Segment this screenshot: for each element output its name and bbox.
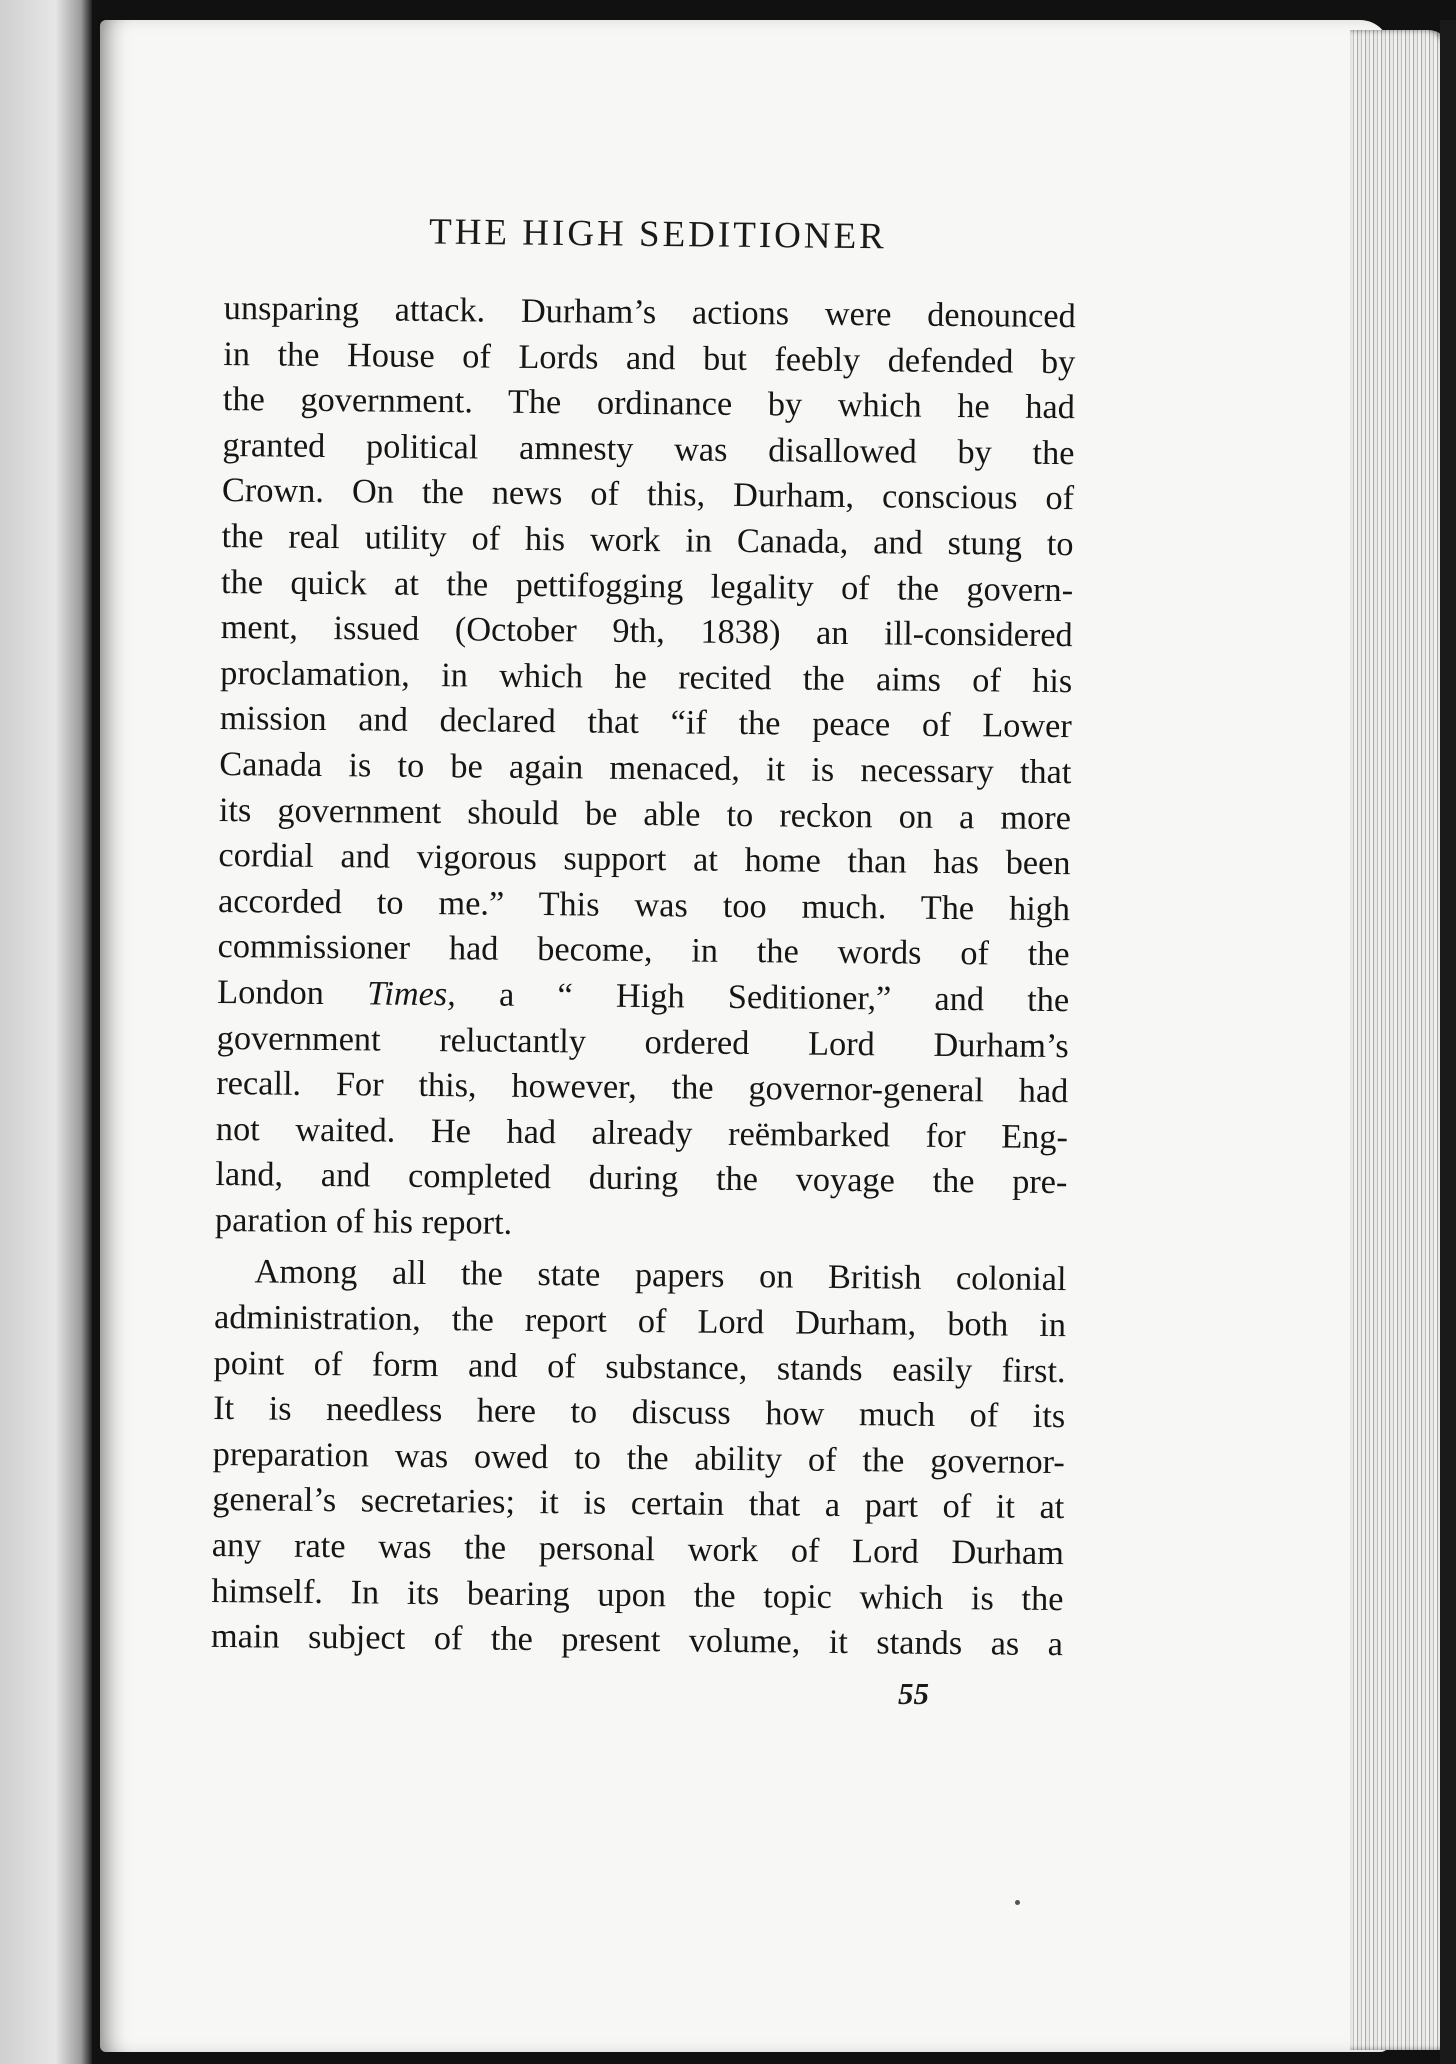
page-edge-stack (1350, 30, 1450, 2050)
text-line: the government. The ordinance by which he had (222, 380, 1076, 427)
text-line: government reluctantly ordered Lord Durham’s (216, 1018, 1069, 1065)
text-line: Among all the state papers on British colonial (254, 1252, 1067, 1299)
text-line: cordial and vigorous support at home than has been (218, 836, 1071, 883)
text-line: commissioner had become, in the words of the (217, 927, 1070, 974)
text-line: its government should be able to reckon on a more (218, 790, 1072, 837)
text-line: point of form and of substance, stands easily first. (213, 1343, 1066, 1390)
text-line: Crown. On the news of this, Durham, conscious of (221, 471, 1075, 518)
text-line: preparation was owed to the ability of the governor- (212, 1434, 1065, 1481)
text-segment: a “ High Seditioner,” and the (455, 975, 1070, 1020)
paper-speck (1015, 1900, 1020, 1905)
text-line: recall. For this, however, the governor-general had (216, 1064, 1069, 1111)
text-line: unsparing attack. Durham’s actions were denounced (223, 288, 1076, 336)
text-line: general’s secretaries; it is certain that a part of it at (212, 1480, 1065, 1527)
text-line: not waited. He had already reëmbarked for Eng- (215, 1109, 1069, 1156)
page-number: 55 (898, 1676, 929, 1711)
text-line: granted political amnesty was disallowed by the (222, 425, 1075, 472)
facing-page-edge (0, 0, 92, 2064)
text-line: proclamation, in which he recited the aims of his (220, 653, 1073, 700)
text-line: administration, the report of Lord Durham, both in (213, 1298, 1067, 1345)
text-segment: London (217, 972, 368, 1013)
text-line: accorded to me.” This was too much. The high (217, 881, 1071, 928)
text-line (217, 970, 1069, 1024)
scan-border (1440, 20, 1456, 2064)
text-line: paration of his report. (214, 1200, 513, 1242)
text-line: the quick at the pettifogging legality of the govern- (220, 562, 1074, 609)
text-line: any rate was the personal work of Lord Durham (211, 1525, 1065, 1573)
text-line: main subject of the present volume, it stands as a (210, 1617, 1064, 1664)
running-head: THE HIGH SEDITIONER (428, 211, 888, 258)
text-line: ment, issued (October 9th, 1838) an ill-considered (220, 608, 1073, 655)
body-text (211, 286, 1076, 1668)
text-line: It is needless here to discuss how much of its (213, 1389, 1066, 1436)
text-line: land, and completed during the voyage the pre- (215, 1155, 1068, 1202)
text-line: Canada is to be again menaced, it is necessary that (219, 744, 1072, 792)
text-line: in the House of Lords and but feebly defended by (223, 334, 1076, 381)
text-line: himself. In its bearing upon the topic which is the (211, 1571, 1064, 1618)
text-line: the real utility of his work in Canada, and stung to (221, 516, 1074, 564)
italic-title: Times, (366, 974, 456, 1014)
text-line: mission and declared that “if the peace of Lower (219, 699, 1072, 746)
